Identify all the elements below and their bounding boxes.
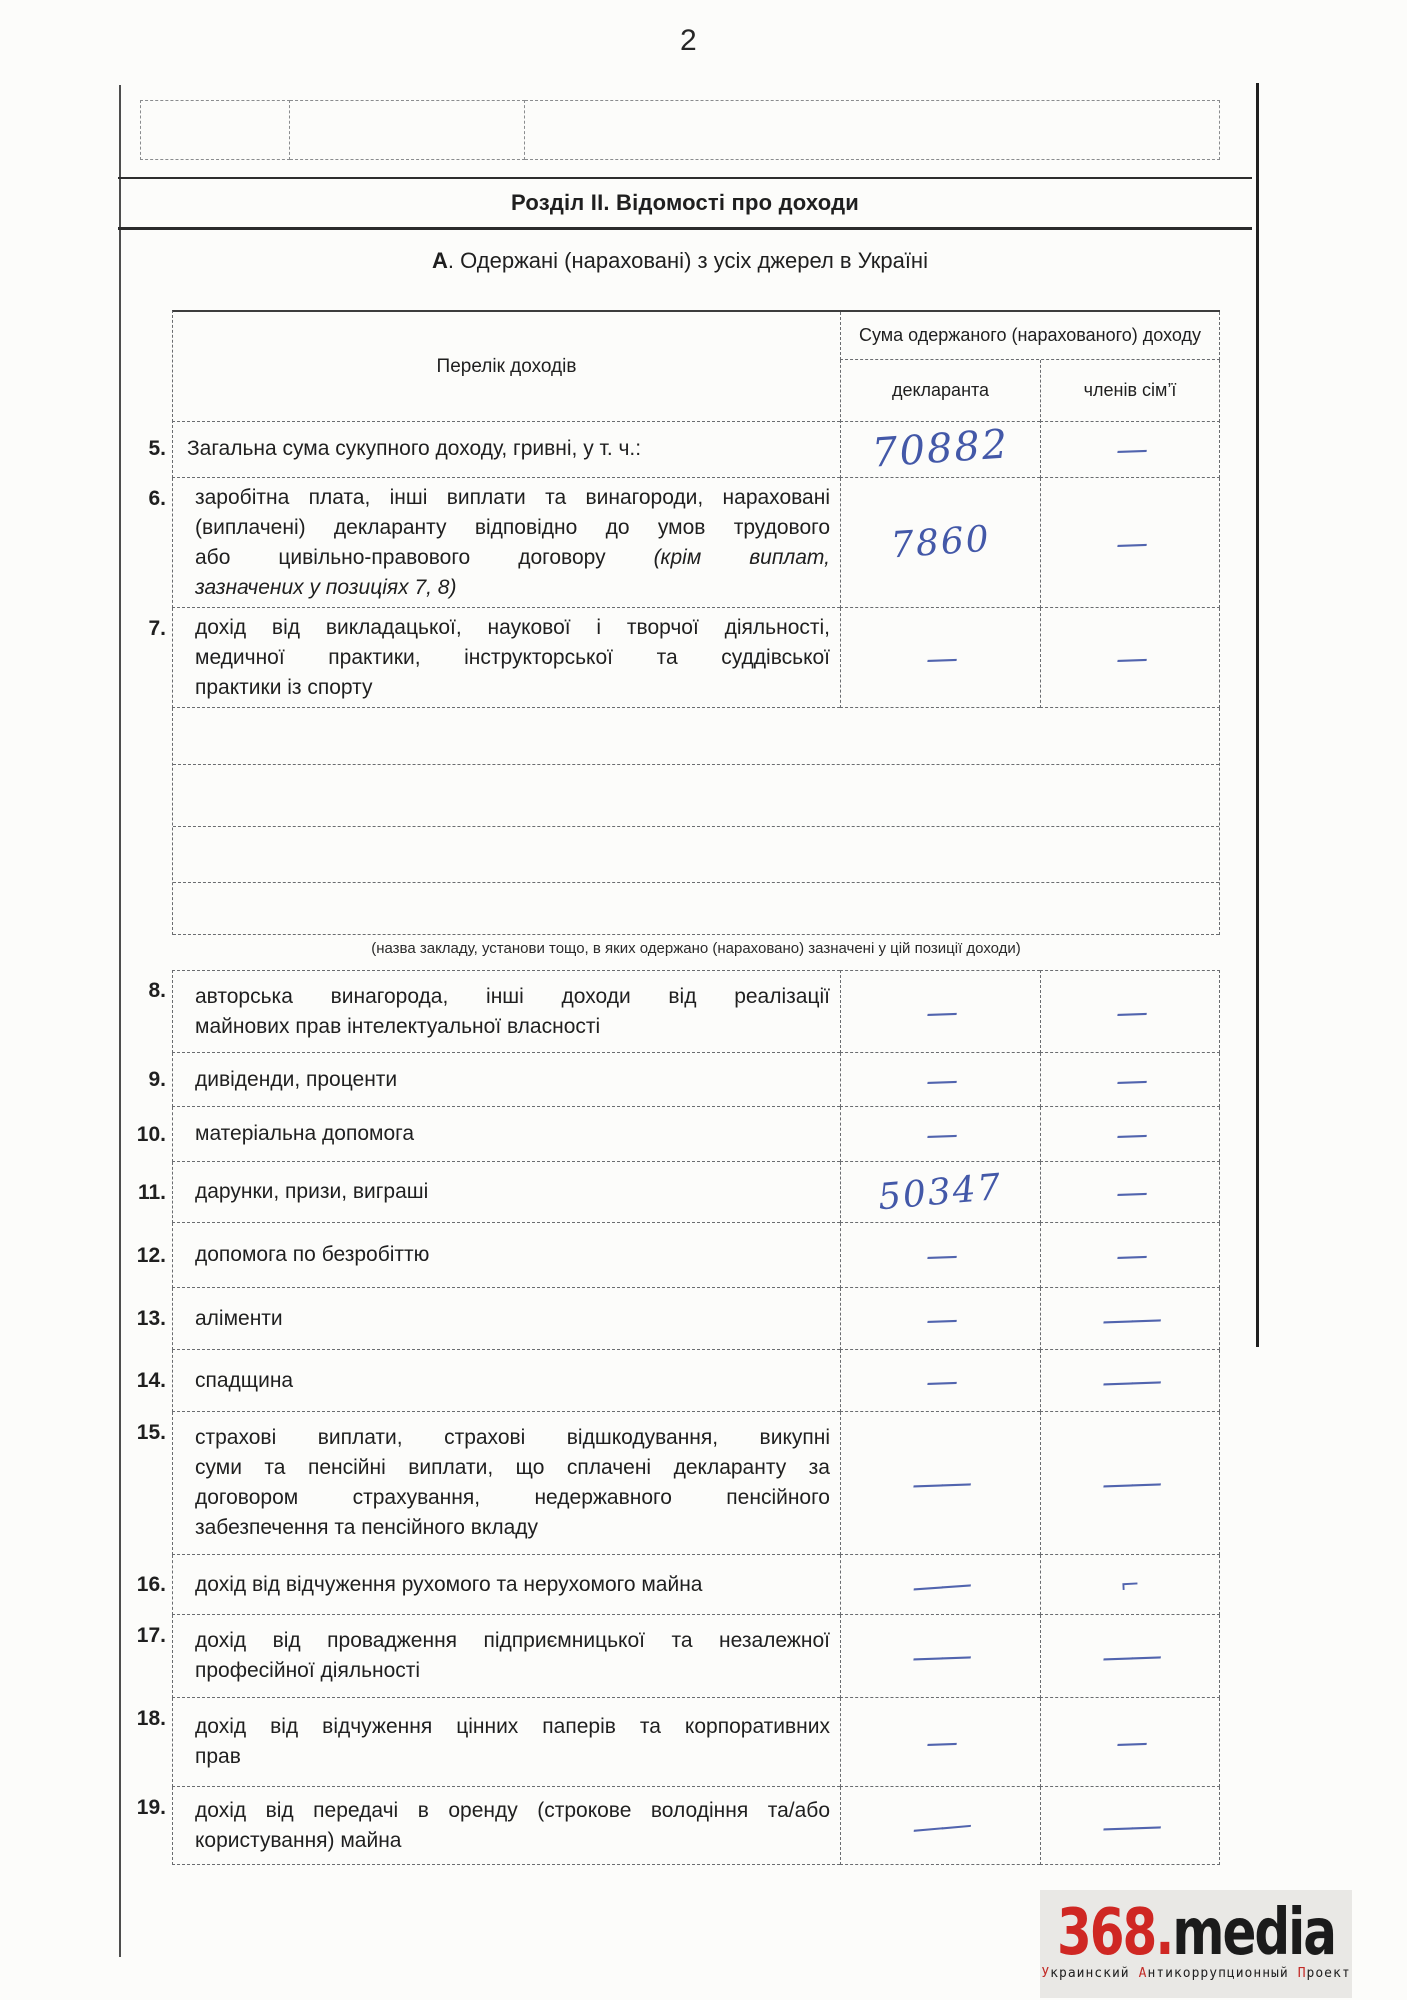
family-value xyxy=(1040,1107,1220,1162)
table-row: 12. допомога по безробіттю — — xyxy=(140,1223,1220,1288)
row-label: Загальна сума сукупного доходу, гривні, у т. ч.: xyxy=(172,420,840,478)
368media-logo: 368.media xyxy=(1056,1894,1336,1970)
handwritten-dash: — xyxy=(1115,429,1145,468)
empty-cell xyxy=(525,100,1220,160)
handwritten-dash: —— xyxy=(1101,1463,1159,1503)
top-empty-table xyxy=(140,100,1220,160)
row-label: аліменти xyxy=(172,1288,840,1350)
family-value xyxy=(1040,1288,1220,1350)
declarant-value xyxy=(840,1350,1040,1412)
declarant-value xyxy=(840,1288,1040,1350)
empty-line xyxy=(173,708,1219,765)
family-value xyxy=(1040,1053,1220,1107)
handwritten-dash: —— xyxy=(911,1563,970,1606)
declarant-value xyxy=(840,1223,1040,1288)
handwritten-dash: — xyxy=(925,638,956,677)
row-label: дарунки, призи, виграші xyxy=(172,1162,840,1223)
table-row: 11. дарунки, призи, виграші 50347 — xyxy=(140,1162,1220,1223)
handwritten-dash: — xyxy=(925,1299,956,1338)
page-number: 2 xyxy=(680,24,697,57)
handwritten-dash: —— xyxy=(910,1804,971,1847)
table-caption: (назва закладу, установи тощо, в яких одержано (нараховано) зазначені у цій позиції доходи) xyxy=(371,940,1021,957)
declarant-value xyxy=(840,1107,1040,1162)
income-source-lines xyxy=(172,708,1220,935)
handwritten-dash: — xyxy=(925,992,956,1031)
family-value xyxy=(1040,1555,1220,1615)
declarant-value xyxy=(840,970,1040,1053)
handwritten-amount: 50347 xyxy=(876,1166,1005,1218)
row-label: допомога по безробіттю xyxy=(172,1223,840,1288)
handwritten-dash: — xyxy=(1115,1722,1145,1762)
row-label: дивіденди, проценти xyxy=(172,1053,840,1107)
handwritten-dash: —— xyxy=(911,1463,970,1503)
family-value xyxy=(1040,1787,1220,1865)
handwritten-dash: — xyxy=(1115,1172,1145,1212)
row-label: спадщина xyxy=(172,1350,840,1412)
declarant-value xyxy=(840,1053,1040,1107)
declarant-value xyxy=(840,1615,1040,1698)
handwritten-dash: —— xyxy=(1101,1360,1159,1401)
row-label: авторська винагорода, інші доходи від реалізації майнових прав інтелектуальної власності xyxy=(172,970,840,1053)
watermark-368media xyxy=(1040,1890,1352,1998)
handwritten-dash: — xyxy=(1115,523,1145,562)
handwritten-dash: —— xyxy=(1101,1298,1159,1339)
handwritten-dash: — xyxy=(1115,1235,1145,1275)
declarant-value xyxy=(840,1162,1040,1223)
empty-cell xyxy=(140,100,290,160)
handwritten-dash: — xyxy=(925,1060,956,1099)
column-header-list: Перелік доходів xyxy=(172,310,840,422)
table-row: 10. матеріальна допомога — — xyxy=(140,1107,1220,1162)
table-row: 7. дохід від викладацької, наукової і творчої діяльності, медичної практики, інструкторської та суддівської практики із спорту — — xyxy=(140,608,1220,708)
family-value xyxy=(1040,608,1220,708)
table-row: 17. дохід від провадження підприємницької та незалежної професійної діяльності —— —— xyxy=(140,1615,1220,1698)
table-row: 5. Загальна сума сукупного доходу, гривні, у т. ч.: 70882 — xyxy=(140,420,1220,478)
handwritten-tick: ⌐ xyxy=(1119,1569,1141,1600)
empty-line xyxy=(173,883,1219,935)
handwritten-dash: — xyxy=(925,1114,956,1154)
row-label: матеріальна допомога xyxy=(172,1107,840,1162)
handwritten-dash: —— xyxy=(1101,1805,1159,1846)
subsection-text: . Одержані (нараховані) з усіх джерел в Україні xyxy=(447,248,928,273)
handwritten-dash: — xyxy=(925,1361,956,1400)
column-header-family: членів сім’ї xyxy=(1040,360,1220,422)
family-value xyxy=(1040,1412,1220,1555)
family-value xyxy=(1040,1698,1220,1787)
declarant-value xyxy=(840,478,1040,608)
handwritten-amount: 70882 xyxy=(870,420,1011,477)
row-label: заробітна плата, інші виплати та винагороди, нараховані (виплачені) декларанту відповідно до умов трудового або цивільно-правового договору (крім виплат, зазначених у позиціях 7, 8) xyxy=(172,478,840,608)
handwritten-dash: —— xyxy=(1101,1636,1159,1676)
table-row: 16. дохід від відчуження рухомого та нерухомого майна —— ⌐ xyxy=(140,1555,1220,1615)
declarant-value xyxy=(840,608,1040,708)
row-label: дохід від провадження підприємницької та незалежної професійної діяльності xyxy=(172,1615,840,1698)
declarant-value xyxy=(840,1787,1040,1865)
handwritten-dash: — xyxy=(1115,1060,1145,1099)
row-label: дохід від викладацької, наукової і творчої діяльності, медичної практики, інструкторської та суддівської практики із спорту xyxy=(172,608,840,708)
family-value xyxy=(1040,1162,1220,1223)
row-label: дохід від відчуження рухомого та нерухомого майна xyxy=(172,1555,840,1615)
family-value xyxy=(1040,420,1220,478)
family-value xyxy=(1040,970,1220,1053)
section-title: Розділ ІІ. Відомості про доходи xyxy=(118,177,1252,230)
handwritten-dash: — xyxy=(1115,1114,1145,1154)
table-row: 6. заробітна плата, інші виплати та винагороди, нараховані (виплачені) декларанту відповідно до умов трудового або цивільно-правового договору (крім виплат, зазначених у позиціях 7, 8) 7860 — xyxy=(140,478,1220,608)
empty-line xyxy=(173,765,1219,827)
table-row: 8. авторська винагорода, інші доходи від реалізації майнових прав інтелектуальної власності — — xyxy=(140,970,1220,1053)
page-border-line xyxy=(119,85,121,1957)
family-value xyxy=(1040,1223,1220,1288)
handwritten-dash: — xyxy=(1115,638,1145,677)
family-value xyxy=(1040,1350,1220,1412)
row-label: страхові виплати, страхові відшкодування, викупні суми та пенсійні виплати, що сплачені декларанту за договором страхування, недержавного пенсійного забезпечення та пенсійного вкладу xyxy=(172,1412,840,1555)
table-row: 13. аліменти — —— xyxy=(140,1288,1220,1350)
column-header-sum: Сума одержаного (нарахованого) доходу xyxy=(840,312,1220,360)
handwritten-dash: —— xyxy=(911,1636,970,1676)
declarant-value xyxy=(840,1555,1040,1615)
table-row: 9. дивіденди, проценти — — xyxy=(140,1053,1220,1107)
family-value xyxy=(1040,1615,1220,1698)
row-label: дохід від передачі в оренду (строкове володіння та/або користування) майна xyxy=(172,1787,840,1865)
subsection-heading xyxy=(140,248,1220,274)
family-value xyxy=(1040,478,1220,608)
declarant-value xyxy=(840,420,1040,478)
table-header-row xyxy=(140,310,1220,420)
handwritten-dash: — xyxy=(925,1235,956,1275)
table-row: 15. страхові виплати, страхові відшкодування, викупні суми та пенсійні виплати, що сплачені декларанту за договором страхування, недержавного пенсійного забезпечення та пенсійного вкладу —— —— xyxy=(140,1412,1220,1555)
income-table-upper xyxy=(140,310,1220,708)
subsection-letter: А xyxy=(432,248,448,273)
row-label: дохід від відчуження цінних паперів та корпоративних прав xyxy=(172,1698,840,1787)
table-row: 18. дохід від відчуження цінних паперів та корпоративних прав — — xyxy=(140,1698,1220,1787)
income-table-lower xyxy=(136,970,1220,1865)
empty-line xyxy=(173,827,1219,883)
table-row: 14. спадщина — —— xyxy=(140,1350,1220,1412)
scan-edge-artifact xyxy=(1256,83,1259,1347)
declarant-value xyxy=(840,1698,1040,1787)
declarant-value xyxy=(840,1412,1040,1555)
handwritten-amount: 7860 xyxy=(889,518,992,567)
handwritten-dash: — xyxy=(925,1722,956,1762)
handwritten-dash: — xyxy=(1115,992,1145,1031)
empty-cell xyxy=(290,100,525,160)
column-header-declarant: декларанта xyxy=(840,360,1040,422)
table-row: 19. дохід від передачі в оренду (строкове володіння та/або користування) майна —— —— xyxy=(140,1787,1220,1865)
watermark-tagline: Украинский Антикоррупционный Проект xyxy=(1041,1966,1351,1981)
